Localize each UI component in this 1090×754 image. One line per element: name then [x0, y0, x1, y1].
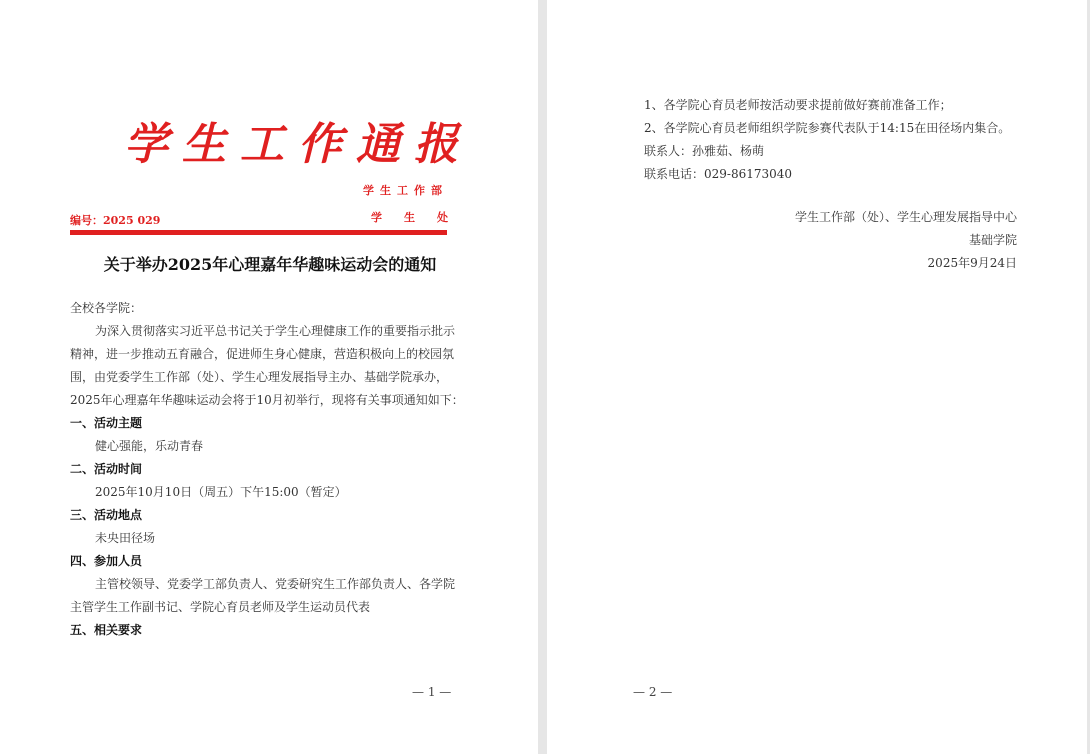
- section-heading: 二、活动时间: [70, 462, 143, 476]
- document-page-1: [0, 0, 538, 754]
- signature-organization: 学生工作部（处）、学生心理发展指导中心: [794, 210, 1017, 224]
- notice-body: [70, 297, 466, 642]
- document-page-2: [547, 0, 1087, 754]
- document-number: 编号：2025 029: [70, 214, 161, 227]
- signature-college: 基础学院: [968, 233, 1017, 247]
- salutation: 全校各学院：: [70, 301, 143, 315]
- masthead-title: 学生工作通报: [124, 119, 472, 170]
- issuing-department: 学生工作部: [363, 184, 448, 197]
- section-heading: 三、活动地点: [70, 508, 143, 522]
- signature-date: 2025年9月24日: [927, 256, 1017, 270]
- intro-paragraph: 为深入贯彻落实习近平总书记关于学生心理健康工作的重要指示批示精神，进一步推动五育融合，促进师生身心健康，营造积极向上的校园氛围，由党委学生工作部（处）、学生心理发展指导主办、基础学院承办，2025年心理嘉年华趣味运动会将于10月初举行，现将有关事项通知如下：: [70, 324, 464, 407]
- section-heading: 一、活动主题: [70, 416, 143, 430]
- requirements-list: [644, 94, 1064, 186]
- section-text: 健心强能，乐动青春: [95, 439, 204, 453]
- signature-block: [795, 206, 1017, 275]
- contact-person: 联系人：孙雅茹、杨萌: [644, 144, 765, 158]
- section-text: 未央田径场: [95, 531, 156, 545]
- contact-phone: 联系电话：029-86173040: [644, 167, 793, 181]
- requirement-item: 2、各学院心育员老师组织学院参赛代表队于14:15在田径场内集合。: [644, 121, 1011, 135]
- page-number: — 1 —: [412, 685, 452, 699]
- issuing-office: 学生处: [371, 211, 470, 224]
- notice-title: 关于举办2025年心理嘉年华趣味运动会的通知: [103, 255, 437, 274]
- masthead-divider: [70, 230, 447, 235]
- section-text: 2025年10月10日（周五）下午15:00（暂定）: [95, 485, 347, 499]
- section-heading: 五、相关要求: [70, 623, 143, 637]
- section-heading: 四、参加人员: [70, 554, 143, 568]
- section-text: 主管校领导、党委学工部负责人、党委研究生工作部负责人、各学院主管学生工作副书记、学院心育员老师及学生运动员代表: [70, 577, 456, 614]
- requirement-item: 1、各学院心育员老师按活动要求提前做好赛前准备工作；: [644, 98, 952, 112]
- page-number: — 2 —: [633, 685, 673, 699]
